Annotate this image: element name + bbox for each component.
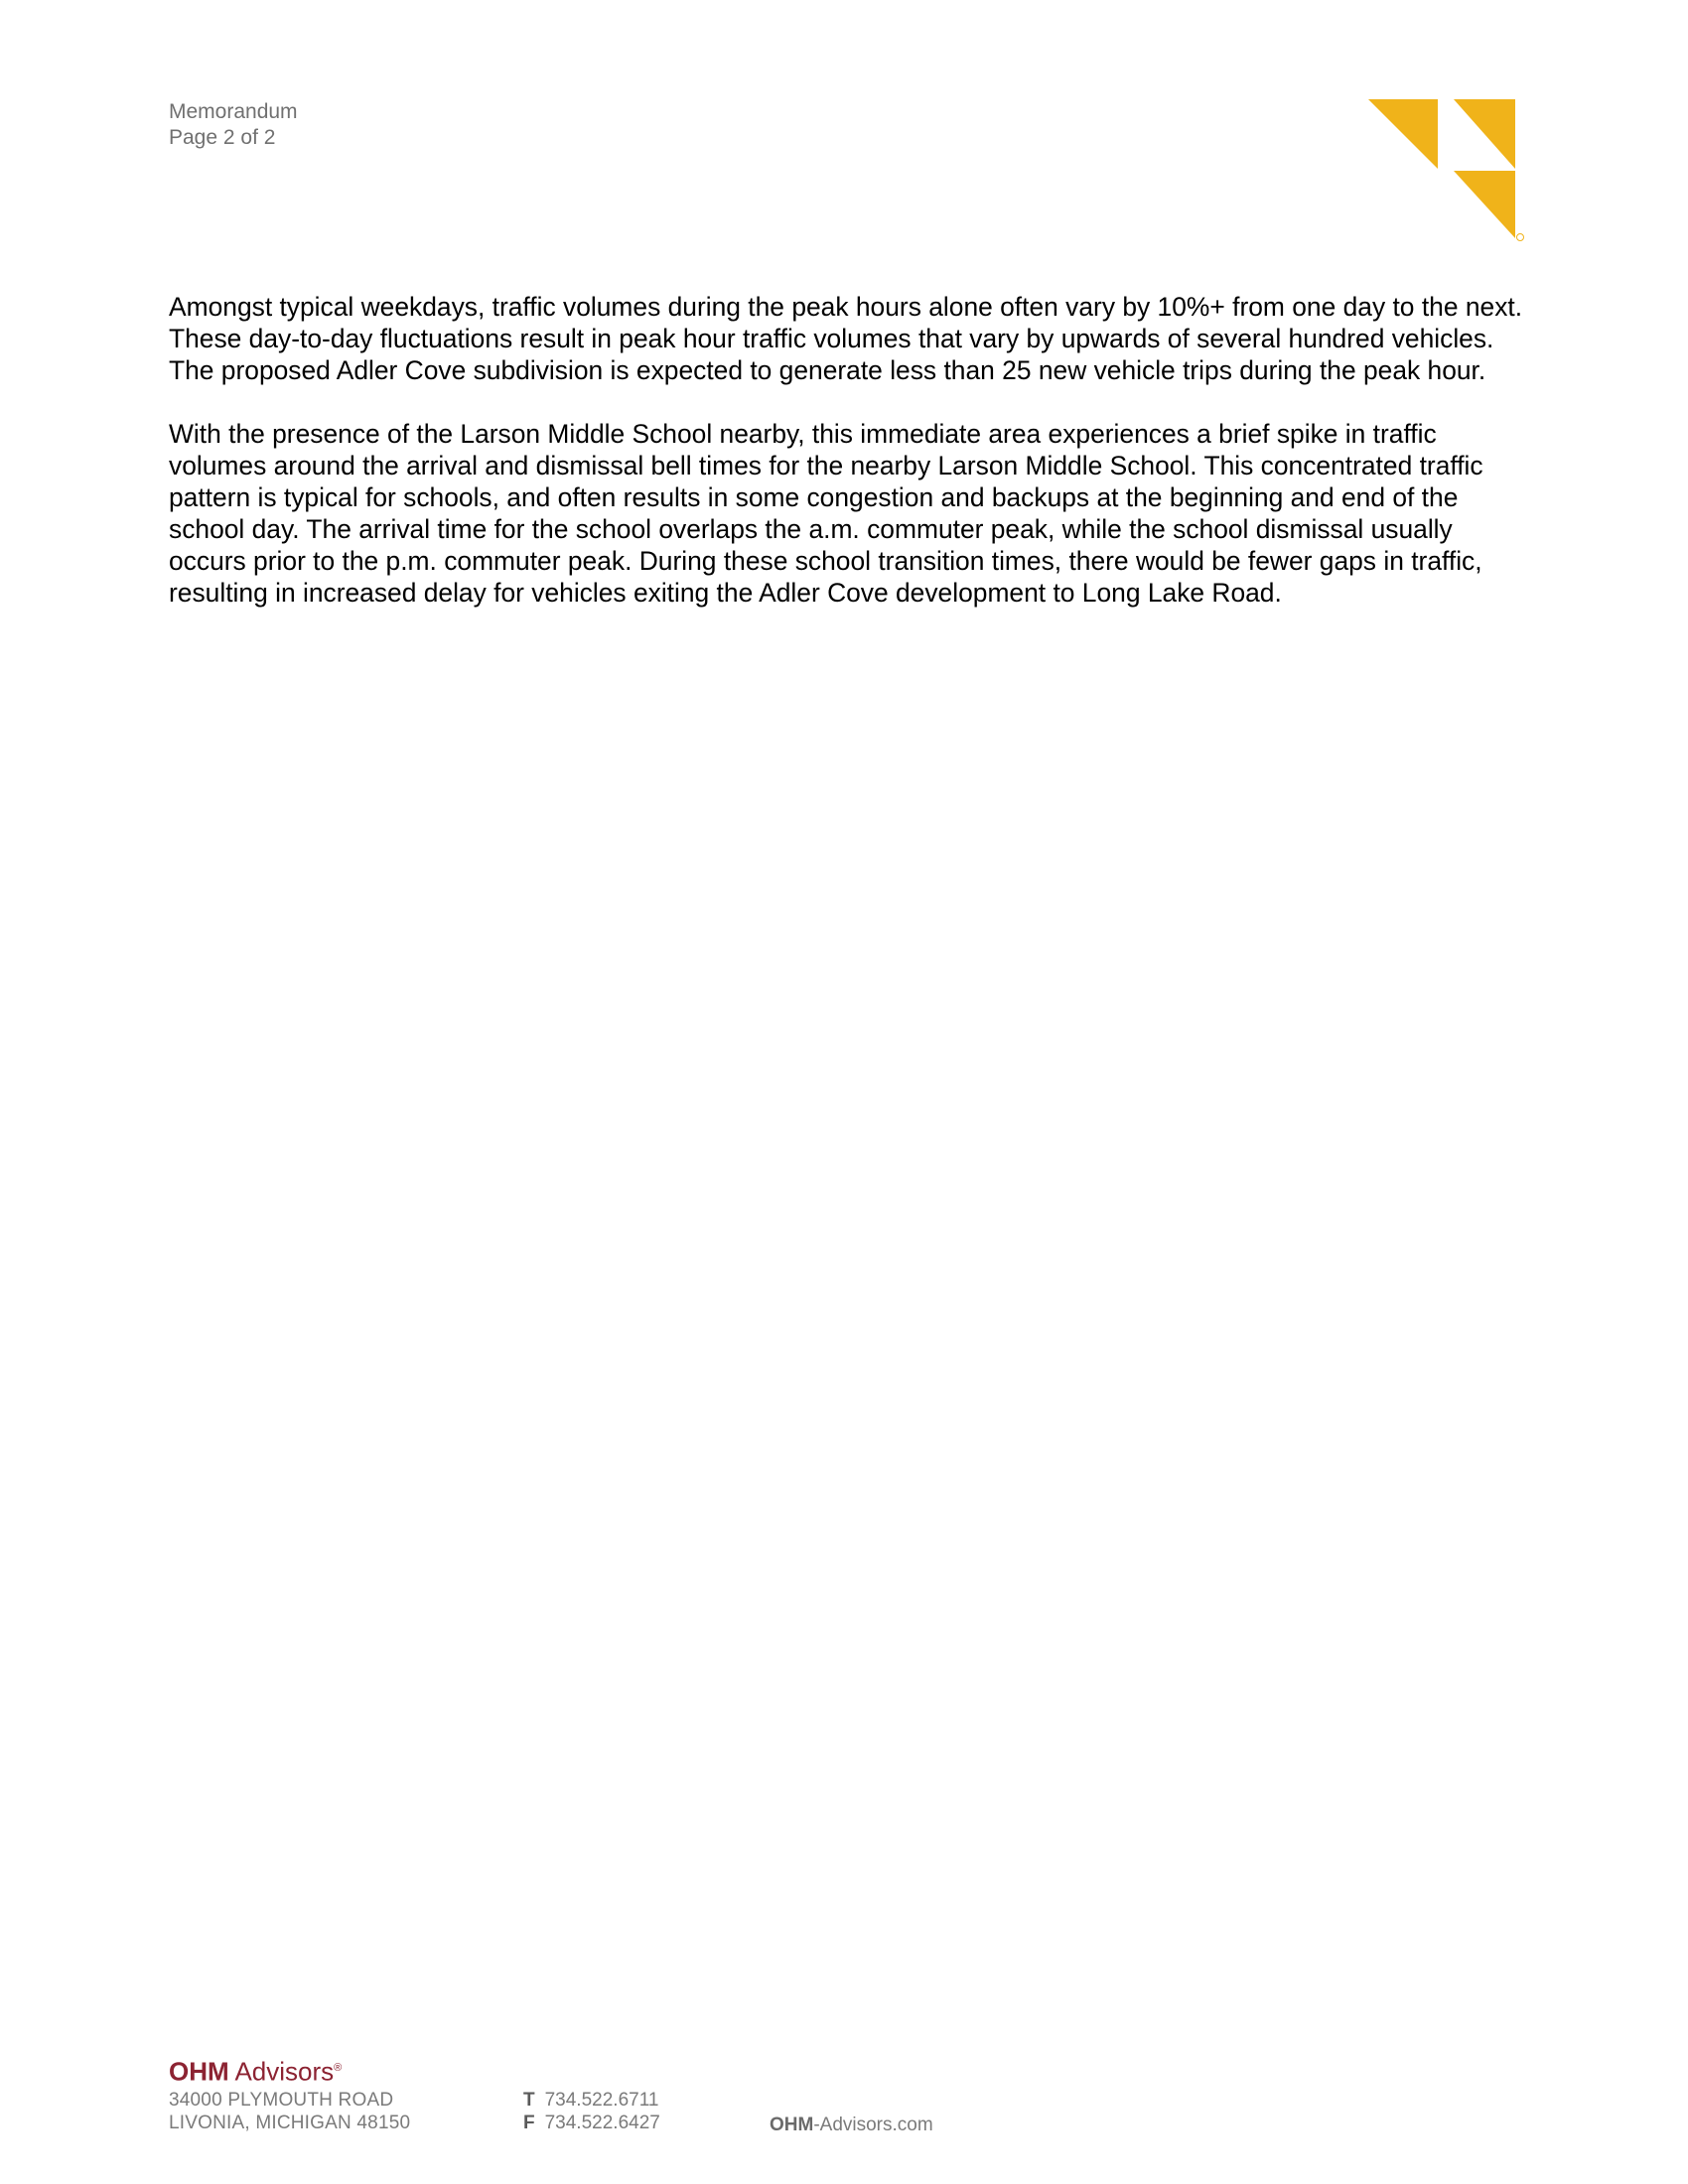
footer-address [169,2089,410,2134]
fax-row [523,2112,660,2134]
website-ohm: OHM [770,2115,814,2135]
paragraph-traffic-volumes: Amongst typical weekdays, traffic volumes during the peak hours alone often vary by 10%+ from one day to the next. These day-to-day fluctuations result in peak hour traffic volumes that vary by upwards of several hundred vehicles. The proposed Adler Cove subdivision is expected to generate less than 25 new vehicle trips during the peak hour. [169,292,1523,385]
memo-header [169,99,298,151]
footer-contact [523,2089,660,2134]
fax-label: F [523,2113,535,2133]
brand-ohm: OHM [169,2056,229,2087]
paragraph-school-traffic: With the presence of the Larson Middle School nearby, this immediate area experiences a brief spike in traffic volumes around the arrival and dismissal bell times for the nearby Larson Middle School. This concentrated traffic pattern is typical for schools, and often results in some congestion and backups at the beginning and end of the school day. The arrival time for the school overlaps the a.m. commuter peak, while the school dismissal usually occurs prior to the p.m. commuter peak. During these school transition times, there would be fewer gaps in traffic, resulting in increased delay for vehicles exiting the Adler Cove development to Long Lake Road. [169,419,1483,608]
address-line-2: LIVONIA, MICHIGAN 48150 [169,2113,411,2133]
document-type: Memorandum [169,100,298,123]
footer-brand [169,2053,342,2087]
phone-row [523,2089,660,2112]
website-domain: -Advisors.com [813,2115,933,2135]
brand-registered-mark: ® [334,2062,343,2074]
brand-advisors: Advisors [228,2056,335,2087]
footer-website-link[interactable] [770,2114,933,2136]
page-number: Page 2 of 2 [169,126,276,149]
memo-body [169,291,1529,640]
phone-number: 734.522.6711 [544,2090,659,2111]
ohm-triangles-logo-icon [1368,99,1527,243]
phone-label: T [523,2090,535,2111]
address-line-1: 34000 PLYMOUTH ROAD [169,2090,394,2111]
page-footer [169,2053,1360,2142]
fax-number: 734.522.6427 [544,2113,660,2133]
